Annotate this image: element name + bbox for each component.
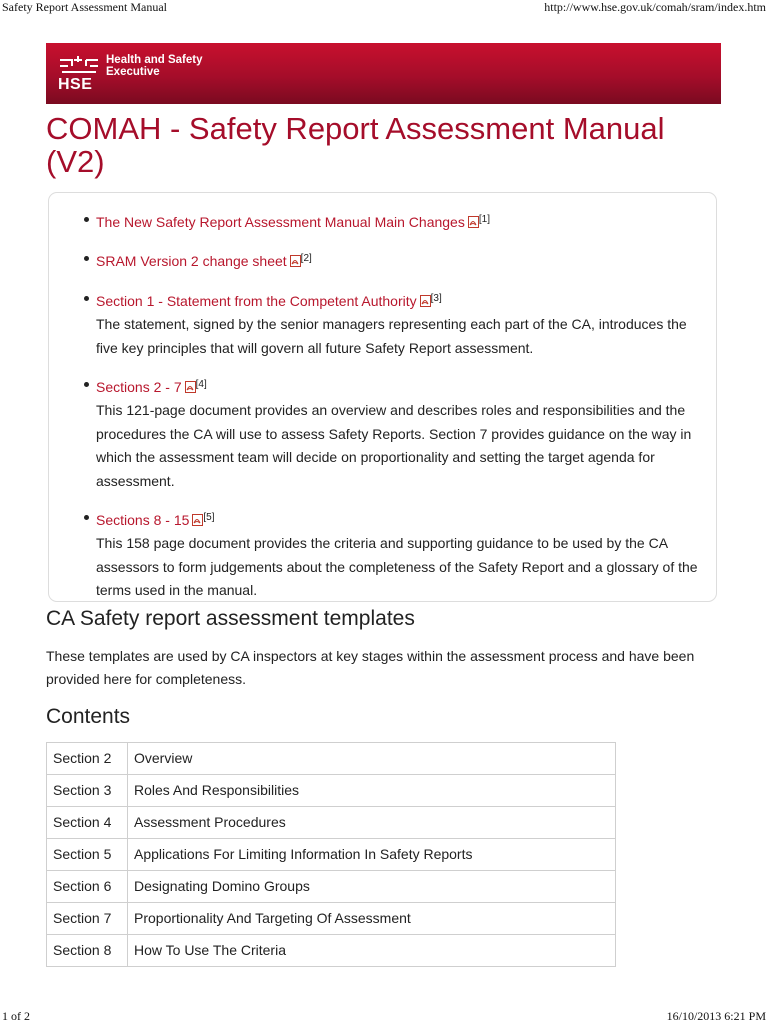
section-number-cell: Section 4 xyxy=(47,807,128,839)
print-header-url: http://www.hse.gov.uk/comah/sram/index.htm xyxy=(544,0,766,14)
section-number-cell: Section 3 xyxy=(47,775,128,807)
document-item-sections-2-7 xyxy=(79,373,699,493)
table-row xyxy=(47,903,616,935)
section-title-cell: Designating Domino Groups xyxy=(128,871,616,903)
document-description: The statement, signed by the senior managers representing each part of the CA, introduces the five key principles that will govern all future Safety Report assessment. xyxy=(96,316,687,356)
pdf-icon xyxy=(185,381,196,393)
section-number-cell: Section 6 xyxy=(47,871,128,903)
table-row xyxy=(47,839,616,871)
section-number-cell: Section 7 xyxy=(47,903,128,935)
reference-marker: [1] xyxy=(478,214,490,225)
table-row xyxy=(47,743,616,775)
templates-heading: CA Safety report assessment templates xyxy=(46,607,415,630)
section-title-cell: Assessment Procedures xyxy=(128,807,616,839)
document-description: This 158 page document provides the criteria and supporting guidance to be used by the CA assessors to form judgements about the completeness of the Safety Report and a glossary of the terms used in the manual. xyxy=(96,535,698,599)
document-item-main-changes xyxy=(79,208,699,234)
page-number: 1 of 2 xyxy=(2,1009,30,1023)
pdf-icon xyxy=(468,216,479,228)
documents-panel xyxy=(48,192,717,602)
contents-heading: Contents xyxy=(46,705,131,728)
hse-banner xyxy=(46,43,721,104)
section-title-cell: Applications For Limiting Information In Safety Reports xyxy=(128,839,616,871)
change-sheet-link[interactable]: SRAM Version 2 change sheet xyxy=(96,253,287,270)
section-title-cell: Overview xyxy=(128,743,616,775)
reference-marker: [4] xyxy=(195,379,207,391)
hse-org-line1: Health and Safety xyxy=(106,54,203,66)
print-header xyxy=(0,0,768,16)
main-changes-link[interactable]: The New Safety Report Assessment Manual Main Changes xyxy=(96,214,465,230)
sections-8-15-link[interactable]: Sections 8 - 15 xyxy=(96,512,190,529)
section-title-cell: Proportionality And Targeting Of Assessment xyxy=(128,903,616,935)
reference-marker: [5] xyxy=(203,512,215,524)
document-description: This 121-page document provides an overview and describes roles and responsibilities and the procedures the CA will use to assess Safety Reports. Section 7 provides guidance on the way in which the assessment team will decide on proportionality and setting the target agenda for assessment. xyxy=(96,402,692,489)
table-row xyxy=(47,935,616,967)
page-title: COMAH - Safety Report Assessment Manual (V2) xyxy=(46,111,665,179)
templates-description: These templates are used by CA inspectors at key stages within the assessment process and have been provided here for completeness. xyxy=(46,648,695,688)
print-footer xyxy=(0,1008,768,1024)
hse-logo-text: HSE xyxy=(58,76,93,93)
section-number-cell: Section 5 xyxy=(47,839,128,871)
reference-marker: [2] xyxy=(300,253,312,265)
print-datetime: 16/10/2013 6:21 PM xyxy=(666,1009,766,1023)
section-title-cell: Roles And Responsibilities xyxy=(128,775,616,807)
contents-table xyxy=(46,742,616,967)
pdf-icon xyxy=(290,255,301,267)
section-number-cell: Section 2 xyxy=(47,743,128,775)
document-item-sections-8-15 xyxy=(79,506,699,603)
sections-2-7-link[interactable]: Sections 2 - 7 xyxy=(96,379,182,396)
table-row xyxy=(47,775,616,807)
hse-org-name xyxy=(106,54,203,78)
pdf-icon xyxy=(192,514,203,526)
section-number-cell: Section 8 xyxy=(47,935,128,967)
document-item-change-sheet xyxy=(79,247,699,273)
table-row xyxy=(47,807,616,839)
table-row xyxy=(47,871,616,903)
reference-marker: [3] xyxy=(430,292,442,304)
hse-org-line2: Executive xyxy=(106,66,160,78)
print-header-title: Safety Report Assessment Manual xyxy=(2,0,167,14)
section-title-cell: How To Use The Criteria xyxy=(128,935,616,967)
documents-list xyxy=(79,208,699,616)
document-item-section-1 xyxy=(79,287,699,360)
pdf-icon xyxy=(420,295,431,307)
section-1-link[interactable]: Section 1 - Statement from the Competent Authority xyxy=(96,292,417,309)
